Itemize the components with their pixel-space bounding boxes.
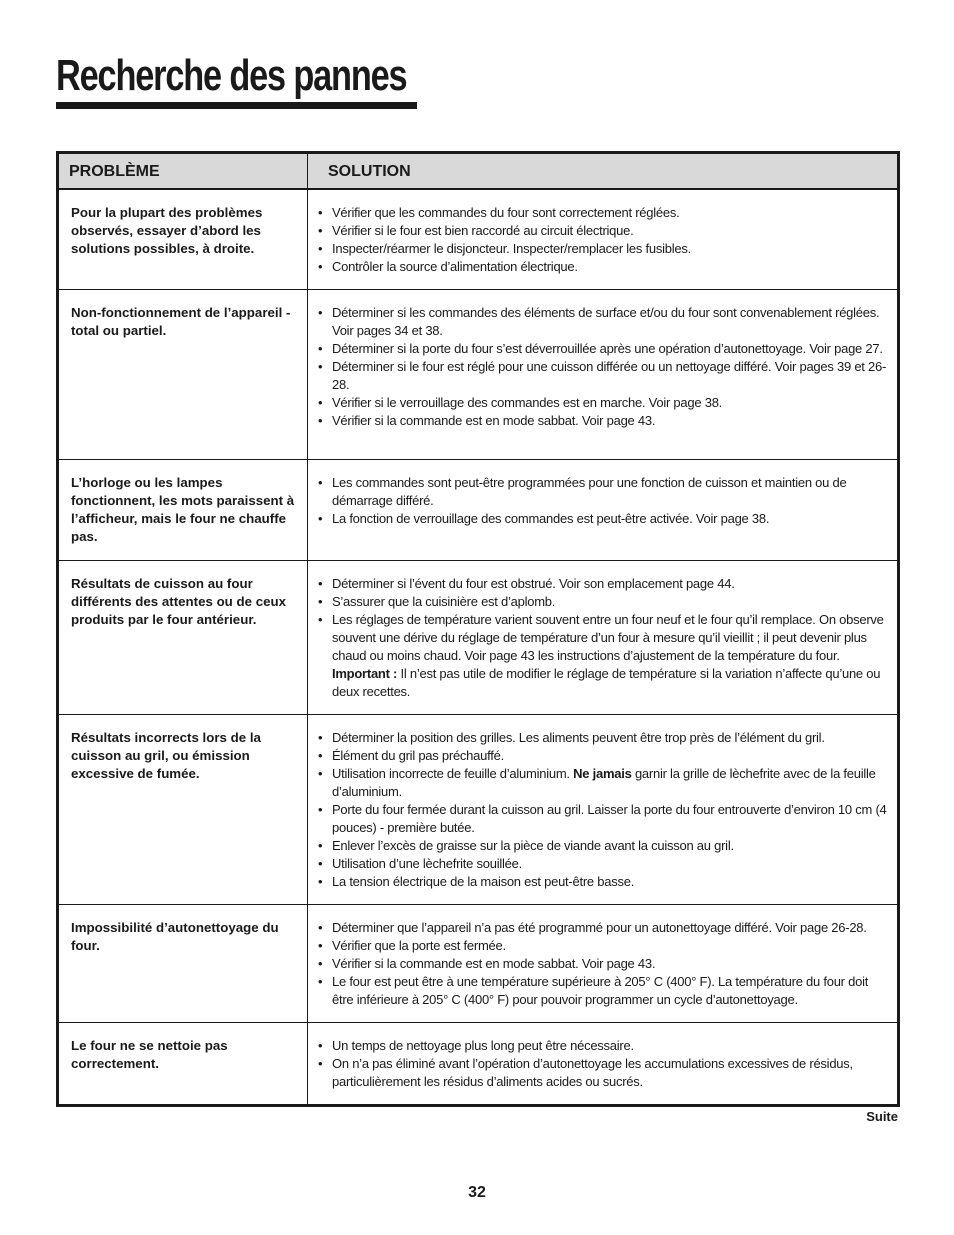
solution-item: • Un temps de nettoyage plus long peut être nécessaire. [316,1037,889,1055]
solution-item: • Vérifier que la porte est fermée. [316,937,889,955]
solution-item: • Vérifier si le verrouillage des commandes est en marche. Voir page 38. [316,394,889,412]
problem-cell: Résultats de cuisson au four différents des attentes ou de ceux produits par le four antérieur. [59,561,308,714]
page-number: 32 [468,1184,486,1201]
solution-cell [308,460,897,560]
solution-item: • Vérifier si le four est bien raccordé au circuit électrique. [316,222,889,240]
table-row [59,460,897,561]
title-underline [56,102,417,109]
solution-cell [308,905,897,1022]
troubleshooting-table [56,151,900,1107]
problem-cell: Non-fonctionnement de l’appareil - total ou partiel. [59,290,308,459]
header-solution: SOLUTION [328,163,411,180]
solution-item: • La tension électrique de la maison est peut-être basse. [316,873,889,891]
table-row [59,715,897,905]
solution-item: • Vérifier que les commandes du four sont correctement réglées. [316,204,889,222]
header-problem: PROBLÈME [59,154,308,188]
solution-item: • Déterminer si le four est réglé pour une cuisson différée ou un nettoyage différé. Voir pages 39 et 26-28. [316,358,889,394]
solution-item: • Déterminer si les commandes des éléments de surface et/ou du four sont convenablement réglées. Voir pages 34 et 38. [316,304,889,340]
solution-item: • Porte du four fermée durant la cuisson au gril. Laisser la porte du four entrouverte d’environ 10 cm (4 pouces) - première butée. [316,801,889,837]
solution-item: • Contrôler la source d’alimentation électrique. [316,258,889,276]
solution-cell [308,190,897,289]
solution-item: • Déterminer la position des grilles. Les aliments peuvent être trop près de l’élément du gril. [316,729,889,747]
table-row [59,190,897,290]
problem-cell: Pour la plupart des problèmes observés, essayer d’abord les solutions possibles, à droite. [59,190,308,289]
emphasis-text: Important : [332,666,398,681]
solution-cell [308,290,897,459]
solution-item: • Déterminer si la porte du four s’est déverrouillée après une opération d’autonettoyage. Voir page 27. [316,340,889,358]
problem-cell: Résultats incorrects lors de la cuisson au gril, ou émission excessive de fumée. [59,715,308,904]
solution-item: • Les réglages de température varient souvent entre un four neuf et le four qu’il remplace. On observe souvent une dérive du réglage de température d’un four à mesure qu’il vieillit ; il peut devenir plus chaud ou moins chaud. Voir page 43 les instructions d’ajustement de la température du four. Important : Il n’est pas utile de modifier le réglage de température si la variation n’affecte qu’une ou deux recettes. [316,611,889,701]
solution-cell [308,561,897,714]
solution-item: • Utilisation d’une lèchefrite souillée. [316,855,889,873]
solution-item: • Inspecter/réarmer le disjoncteur. Inspecter/remplacer les fusibles. [316,240,889,258]
table-row [59,290,897,460]
page-title: Recherche des pannes [56,51,407,100]
solution-item: • Les commandes sont peut-être programmées pour une fonction de cuisson et maintien ou de démarrage différé. [316,474,889,510]
solution-cell [308,1023,897,1104]
solution-item: • Élément du gril pas préchauffé. [316,747,889,765]
table-row [59,1023,897,1104]
table-row [59,905,897,1023]
table-header [59,154,897,190]
solution-cell [308,715,897,904]
solution-item: • Vérifier si la commande est en mode sabbat. Voir page 43. [316,955,889,973]
problem-cell: Impossibilité d’autonettoyage du four. [59,905,308,1022]
continued-label: Suite [866,1109,898,1124]
solution-item: • On n’a pas éliminé avant l’opération d’autonettoyage les accumulations excessives de résidus, particulièrement les résidus d’aliments acides ou sucrés. [316,1055,889,1091]
solution-item: • Déterminer si l’évent du four est obstrué. Voir son emplacement page 44. [316,575,889,593]
solution-item: • Utilisation incorrecte de feuille d’aluminium. Ne jamais garnir la grille de lèchefrite avec de la feuille d’aluminium. [316,765,889,801]
problem-cell: Le four ne se nettoie pas correctement. [59,1023,308,1104]
solution-item: • Le four est peut être à une température supérieure à 205° C (400° F). La température du four doit être inférieure à 205° C (400° F) pour pouvoir programmer un cycle d’autonettoyage. [316,973,889,1009]
table-row [59,561,897,715]
solution-item: • Enlever l’excès de graisse sur la pièce de viande avant la cuisson au gril. [316,837,889,855]
solution-item: • Déterminer que l’appareil n’a pas été programmé pour un autonettoyage différé. Voir page 26-28. [316,919,889,937]
solution-item: • S’assurer que la cuisinière est d’aplomb. [316,593,889,611]
emphasis-text: Ne jamais [573,766,632,781]
solution-item: • Vérifier si la commande est en mode sabbat. Voir page 43. [316,412,889,430]
problem-cell: L’horloge ou les lampes fonctionnent, les mots paraissent à l’afficheur, mais le four ne chauffe pas. [59,460,308,560]
solution-item: • La fonction de verrouillage des commandes est peut-être activée. Voir page 38. [316,510,889,528]
